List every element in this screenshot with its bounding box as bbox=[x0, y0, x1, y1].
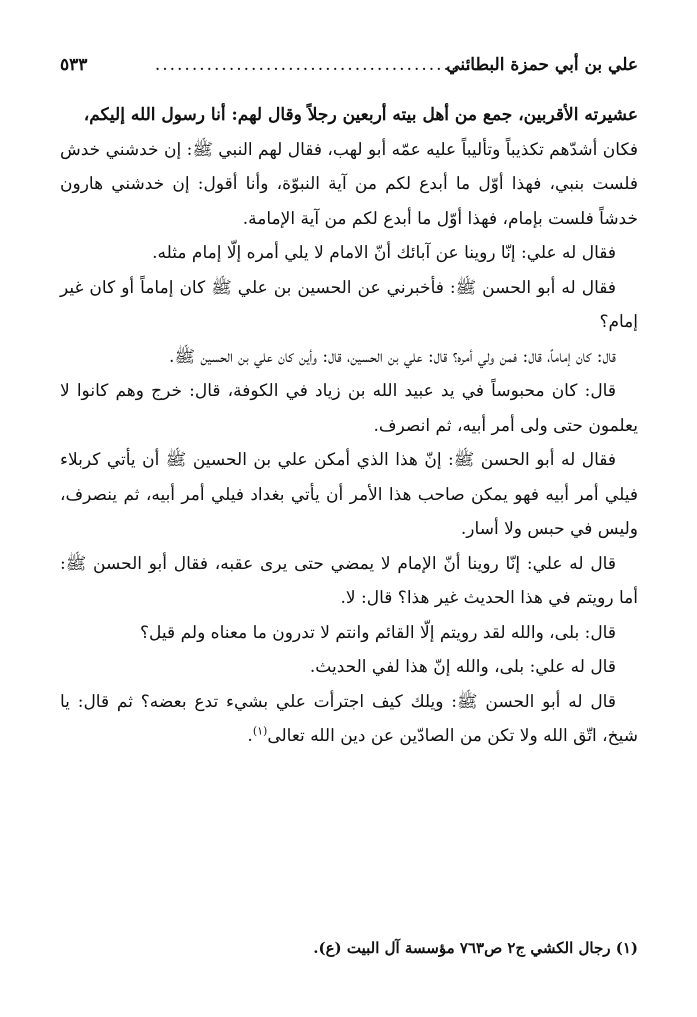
paragraph-1: عشيرته الأقربين، جمع من أهل بيته أربعين رجلاً وقال لهم: أنا رسول الله إليكم، bbox=[83, 105, 638, 125]
paragraph-7: فقال له أبو الحسن ﷺ: إنّ هذا الذي أمكن علي بن الحسين ﷺ أن يأتي كربلاء فيلي أمر أبيه فهو يمكن صاحب هذا الأمر أن يأتي بغداد فيلي أمر أبيه، ثم ينصرف، وليس في حبس ولا أسار. bbox=[60, 450, 638, 539]
paragraph-11 bbox=[60, 685, 638, 754]
paragraph-2: فكان أشدّهم تكذيباً وتأليباً عليه عمّه أبو لهب، فقال لهم النبي ﷺ: إن خدشني خدش فلست بنبي، فهذا أوّل ما أبدع لكم من آية النبوّة، وأنا أقول: إن خدشني هارون خدشاً فلست بإمام، فهذا أوّل ما أبدع لكم من آية الإمامة. bbox=[60, 139, 638, 229]
paragraph-10: قال له علي: بلى، والله إنّ هذا لفي الحديث. bbox=[309, 657, 616, 677]
footnote-1: (١) رجال الكشي ج٢ ص٧٦٣ مؤسسة آل البيت (ع). bbox=[313, 939, 638, 957]
footnote-reference: (١) bbox=[252, 724, 268, 738]
page-header bbox=[60, 50, 638, 80]
page-number: ٥٣٣ bbox=[60, 55, 88, 75]
paragraph-11-end: . bbox=[247, 726, 253, 746]
book-page bbox=[60, 40, 638, 990]
main-text bbox=[60, 98, 638, 754]
paragraph-9: قال: بلى، والله لقد رويتم إلّا القائم وانتم لا تدرون ما معناه ولم قيل؟ bbox=[140, 622, 616, 643]
header-dot-leader: ........................................... bbox=[154, 55, 474, 75]
paragraph-11-text: قال له أبو الحسن ﷺ: ويلك كيف اجترأت علي بشيء تدع بعضه؟ ثم قال: يا شيخ، اتّق الله ولا تكن من الصادّين عن دين الله تعالى bbox=[60, 691, 638, 746]
paragraph-6: قال: كان محبوساً في يد عبيد الله بن زياد في الكوفة، قال: خرج وهم كانوا لا يعلمون حتى ولى أمر أبيه، ثم انصرف. bbox=[60, 381, 638, 436]
paragraph-5: قال: كان إماماً، قال: فمن ولي أمره؟ قال: علي بن الحسين، قال: وأين كان علي بن الحسين ﷺ. bbox=[169, 346, 616, 367]
footnotes bbox=[60, 936, 638, 960]
paragraph-4: فقال له أبو الحسن ﷺ: فأخبرني عن الحسين بن علي ﷺ كان إماماً أو كان غير إمام؟ bbox=[60, 277, 638, 332]
paragraph-3: فقال له علي: إنّا روينا عن آبائك أنّ الامام لا يلي أمره إلّا إمام مثله. bbox=[152, 243, 616, 263]
running-title: علي بن أبي حمزة البطائني bbox=[446, 55, 638, 75]
paragraph-8: قال له علي: إنّا روينا أنّ الإمام لا يمضي حتى يرى عقبه، فقال أبو الحسن ﷺ: أما رويتم في هذا الحديث غير هذا؟ قال: لا. bbox=[60, 553, 638, 608]
